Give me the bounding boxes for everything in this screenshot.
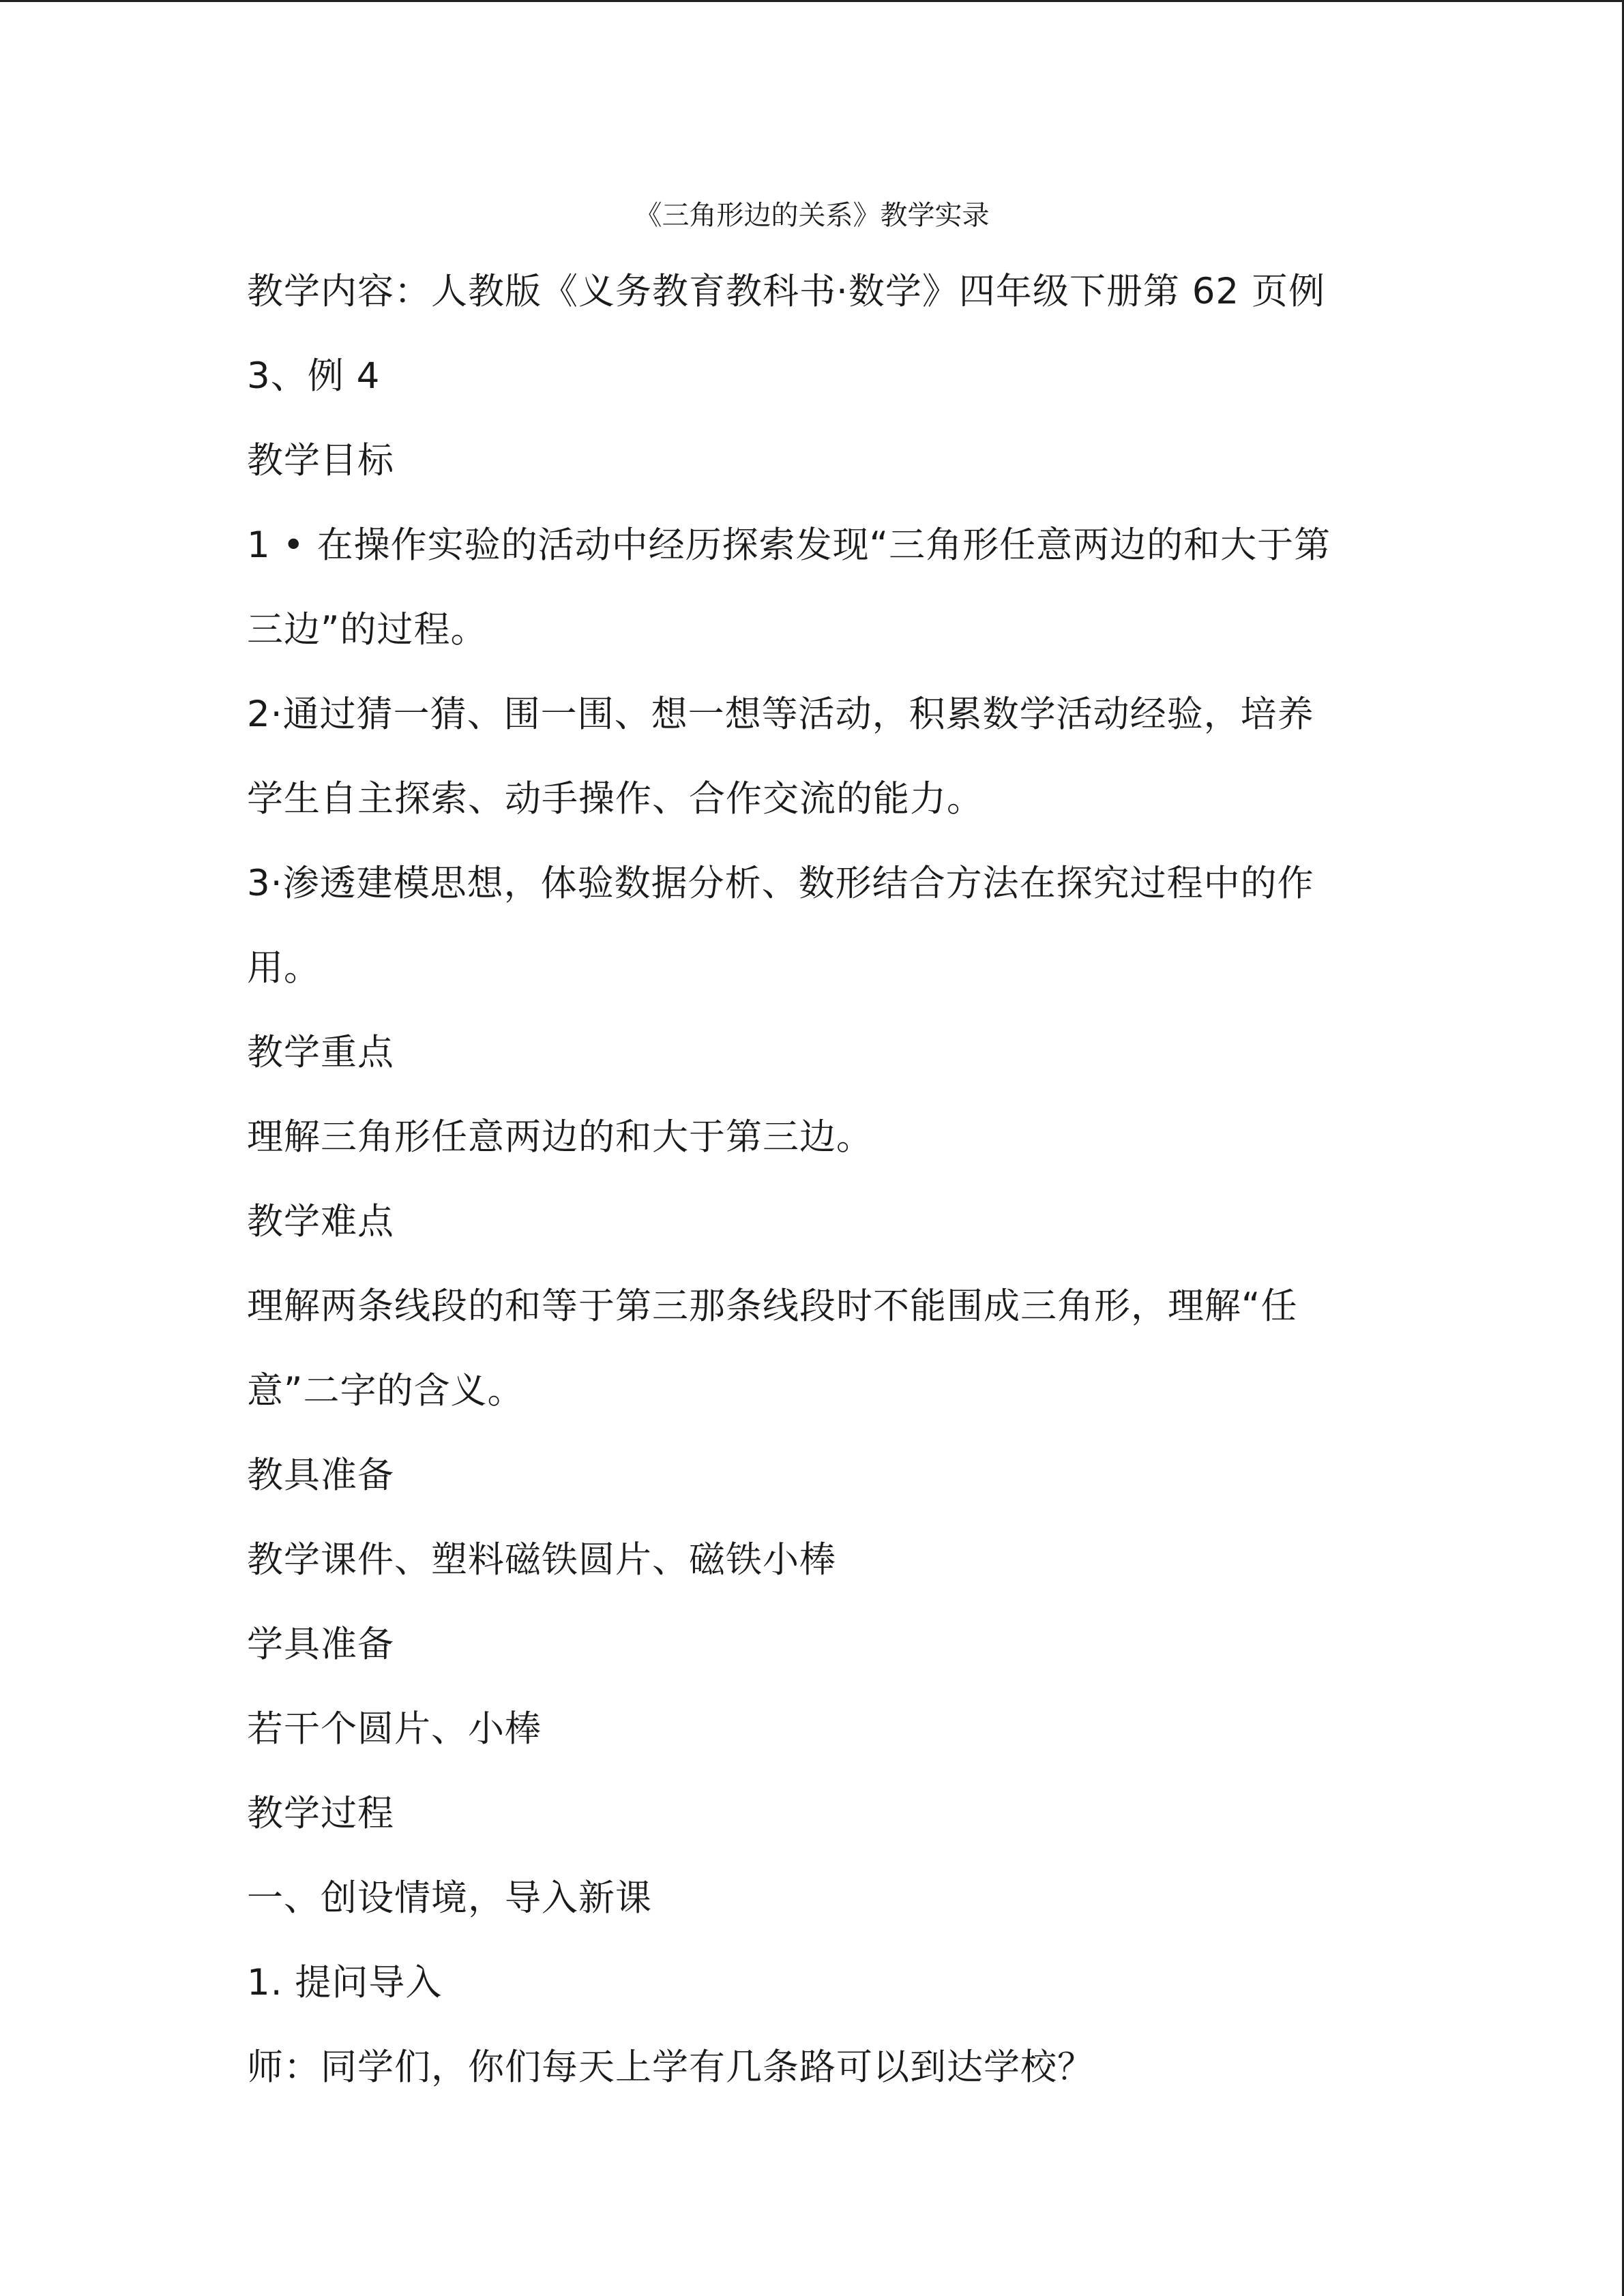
content-line: 教学内容：人教版《义务教育教科书·数学》四年级下册第 62 页例	[247, 271, 1325, 312]
section-heading: 教学过程	[247, 1793, 394, 1834]
content-line: 师：同学们，你们每天上学有几条路可以到达学校？	[247, 2046, 1094, 2088]
content-line: 理解两条线段的和等于第三那条线段时不能围成三角形，理解“任	[247, 1285, 1298, 1327]
section-heading: 教具准备	[247, 1455, 394, 1496]
content-line: 1 • 在操作实验的活动中经历探索发现“三角形任意两边的和大于第	[247, 524, 1331, 566]
content-line: 三边”的过程。	[247, 609, 488, 651]
content-line: 理解三角形任意两边的和大于第三边。	[247, 1116, 873, 1158]
content-line: 学生自主探索、动手操作、合作交流的能力。	[247, 778, 984, 820]
section-heading: 教学重点	[247, 1032, 394, 1073]
page-border-top	[0, 0, 1624, 2]
section-heading: 教学难点	[247, 1201, 394, 1242]
content-line: 1. 提问导入	[247, 1962, 443, 2003]
content-line: 意”二字的含义。	[247, 1370, 525, 1412]
content-line: 一、创设情境，导入新课	[247, 1877, 652, 1919]
document-body	[247, 250, 1406, 2110]
content-line: 若干个圆片、小棒	[247, 1708, 542, 1750]
content-line: 3、例 4	[247, 355, 381, 397]
content-line: 2·通过猜一猜、围一围、想一想等活动，积累数学活动经验，培养	[247, 694, 1314, 735]
section-heading: 教学目标	[247, 440, 394, 481]
content-line: 用。	[247, 947, 321, 989]
document-title: 《三角形边的关系》教学实录	[634, 200, 990, 231]
content-line: 教学课件、塑料磁铁圆片、磁铁小棒	[247, 1539, 836, 1581]
content-line: 3·渗透建模思想，体验数据分析、数形结合方法在探究过程中的作	[247, 863, 1314, 904]
section-heading: 学具准备	[247, 1624, 394, 1665]
